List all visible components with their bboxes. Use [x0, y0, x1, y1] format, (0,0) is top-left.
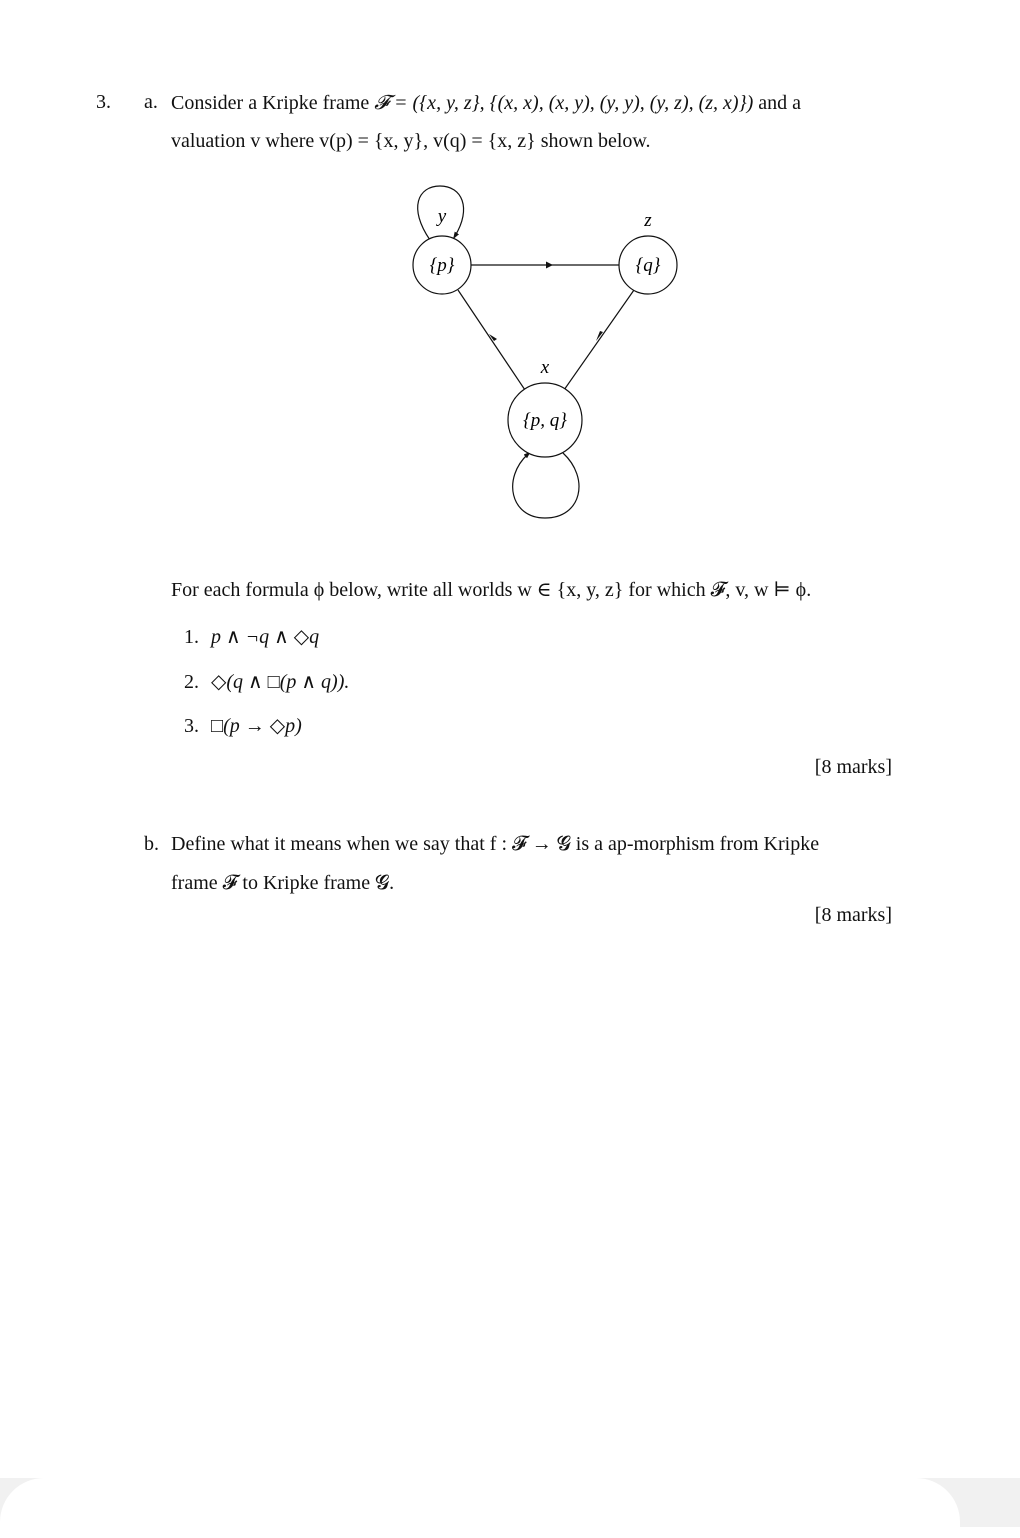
formula-2: ◇(q ∧ □(p ∧ q)).: [211, 671, 350, 693]
part-b-line-1: Define what it means when we say that f : 𝓕 → 𝓖 is a ap-morphism from Kripke: [171, 833, 820, 855]
node-y-world-label: y: [437, 206, 447, 227]
edge-y-z-arrowhead: [546, 262, 553, 269]
frame-symbol: 𝓕: [374, 90, 390, 114]
formula-1-number: 1.: [184, 626, 199, 648]
part-a-marks: [8 marks]: [814, 756, 892, 778]
bottom-panel: [0, 1478, 960, 1538]
edge-x-y: [458, 290, 525, 390]
part-a-label: a.: [144, 91, 158, 113]
part-b-label: b.: [144, 833, 159, 855]
node-z-world-label: z: [644, 210, 652, 231]
part-a-line-2: valuation v where v(p) = {x, y}, v(q) = {x, z} shown below.: [171, 130, 651, 152]
frame-definition: = ({x, y, z}, {(x, x), (x, y), (y, y), (y, z), (z, x)}): [389, 92, 754, 114]
edge-x-x: [513, 453, 579, 518]
part-a-line-1: [171, 92, 801, 113]
formula-1: p ∧ ¬q ∧ ◇q: [211, 626, 320, 648]
edge-z-x: [564, 290, 634, 390]
part-a-line-1-prefix: Consider a Kripke frame: [171, 92, 375, 114]
formula-3: □(p → ◇p): [211, 715, 302, 737]
question-number: 3.: [96, 91, 111, 113]
part-a-line-1-suffix: and a: [753, 92, 802, 114]
node-x-world-label: x: [540, 357, 550, 378]
kripke-frame-diagram: [400, 178, 700, 528]
part-b-marks: [8 marks]: [814, 904, 892, 926]
node-y-valuation: {p}: [429, 255, 455, 276]
formula-3-number: 3.: [184, 715, 199, 737]
instruction: For each formula ϕ below, write all worlds w ∈ {x, y, z} for which 𝓕, v, w ⊨ ϕ.: [171, 579, 812, 601]
node-z-valuation: {q}: [635, 255, 661, 276]
node-x-valuation: {p, q}: [523, 410, 567, 431]
part-b-line-2: frame 𝓕 to Kripke frame 𝓖.: [171, 872, 395, 894]
formula-2-number: 2.: [184, 671, 199, 693]
